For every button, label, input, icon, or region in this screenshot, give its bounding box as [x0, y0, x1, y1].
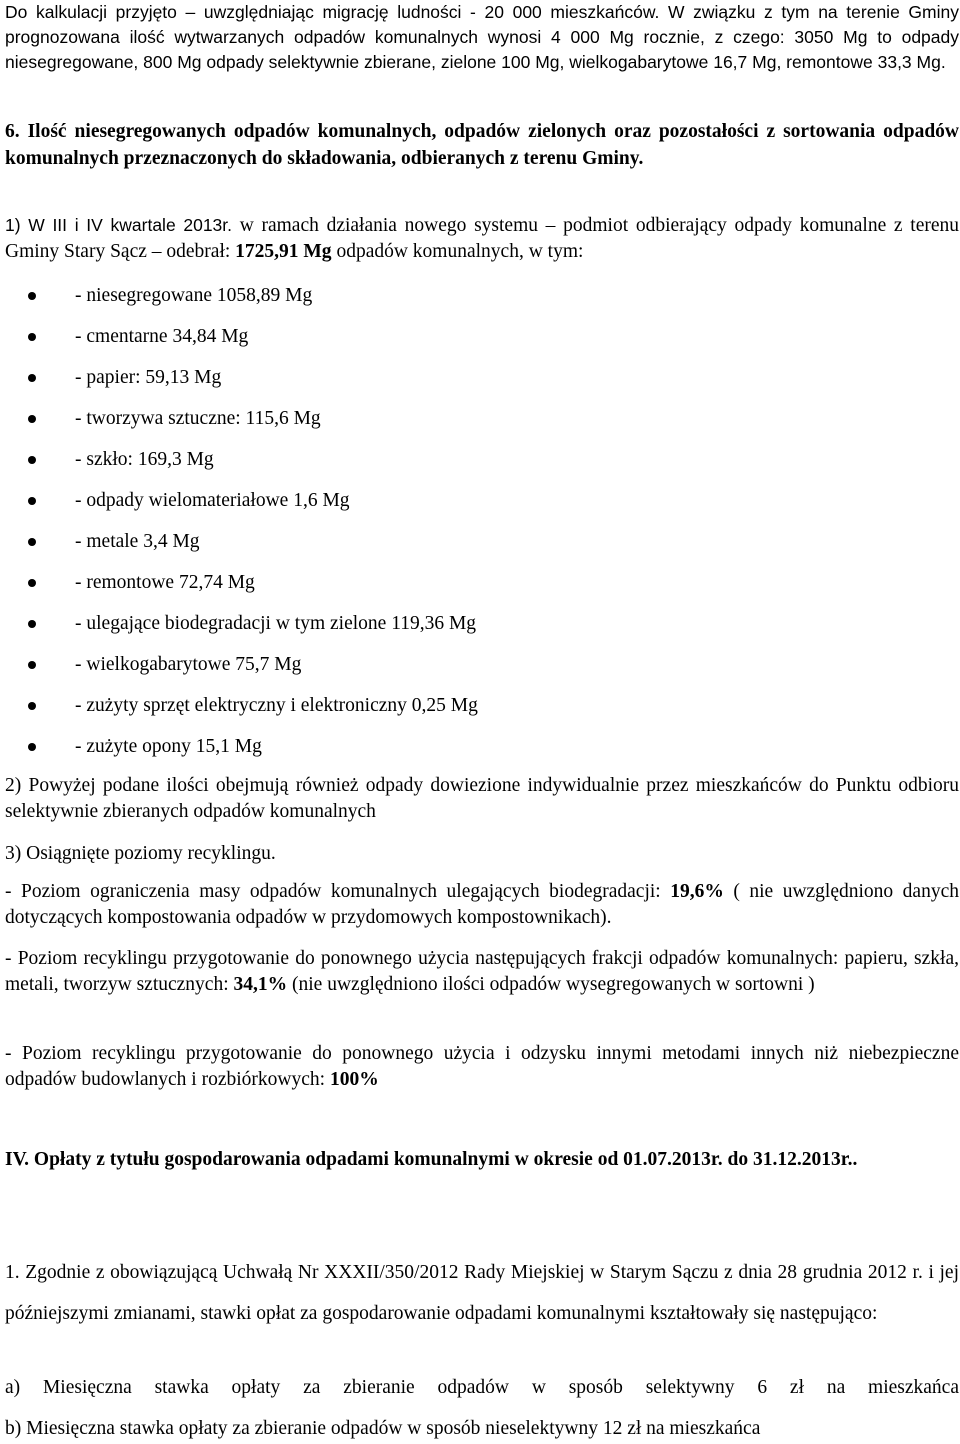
list-item: - niesegregowane 1058,89 Mg	[5, 282, 959, 323]
intro-paragraph: Do kalkulacji przyjęto – uwzględniając migrację ludności - 20 000 mieszkańców. W związku z tym na terenie Gminy prognozowana ilość wytwarzanych odpadów komunalnych wynosi 4 000 Mg rocznie, z czego: 3050 Mg to odpady niesegregowane, 800 Mg odpady selektywnie zbierane, zielone 100 Mg, wielkogabarytowe 16,7 Mg, remontowe 33,3 Mg.	[5, 2, 959, 72]
bullet-icon	[28, 374, 36, 382]
bullet-icon	[28, 333, 36, 341]
period-body-b: odpadów komunalnych, w tym:	[331, 241, 584, 262]
bullet-icon	[28, 538, 36, 546]
period-body-a: w ramach działania nowego systemu – podmiot odbierający odpady komunalne z terenu Gminy Stary Sącz – odebrał:	[5, 215, 959, 262]
bullet-icon	[28, 497, 36, 505]
section-6-paragraph-3: 3) Osiągnięte poziomy recyklingu.	[5, 843, 276, 864]
bullet-icon	[28, 579, 36, 587]
list-item: - zużyte opony 15,1 Mg	[5, 733, 959, 774]
bullet-icon	[28, 743, 36, 751]
period-label: 1) W III i IV kwartale 2013r.	[5, 215, 233, 235]
rate-selective: a) Miesięczna stawka opłaty za zbieranie odpadów w sposób selektywny 6 zł na mieszkańca	[5, 1377, 959, 1398]
recycling-level: - Poziom recyklingu przygotowanie do ponownego użycia następujących frakcji odpadów komunalnych: papieru, szkła, metali, tworzyw sztucznych: 34,1% (nie uwzględniono ilości odpadów wysegregowanych w sortowni )	[5, 948, 959, 995]
section-iv-heading: IV. Opłaty z tytułu gospodarowania odpadami komunalnymi w okresie od 01.07.2013r. do 31.12.2013r..	[5, 1149, 858, 1170]
list-item: - papier: 59,13 Mg	[5, 364, 959, 405]
rate-non-selective: b) Miesięczna stawka opłaty za zbieranie odpadów w sposób nieselektywny 12 zł na mieszkańca	[5, 1418, 761, 1439]
list-item: - zużyty sprzęt elektryczny i elektroniczny 0,25 Mg	[5, 692, 959, 733]
recycling-level-value: 34,1%	[233, 974, 288, 995]
construction-recycling-level-value: 100%	[329, 1069, 379, 1090]
waste-list	[5, 282, 959, 774]
bullet-icon	[28, 415, 36, 423]
section-6-heading: 6. Ilość niesegregowanych odpadów komunalnych, odpadów zielonych oraz pozostałości z sortowania odpadów komunalnych przeznaczonych do składowania, odbieranych z terenu Gminy.	[5, 121, 959, 169]
list-item: - wielkogabarytowe 75,7 Mg	[5, 651, 959, 692]
list-item: - tworzywa sztuczne: 115,6 Mg	[5, 405, 959, 446]
list-item: - metale 3,4 Mg	[5, 528, 959, 569]
list-item: - odpady wielomateriałowe 1,6 Mg	[5, 487, 959, 528]
bullet-icon	[28, 661, 36, 669]
list-item: - ulegające biodegradacji w tym zielone 119,36 Mg	[5, 610, 959, 651]
biodegradable-level-value: 19,6%	[670, 881, 724, 902]
biodegradable-level: - Poziom ograniczenia masy odpadów komunalnych ulegających biodegradacji: 19,6% ( nie uwzględniono danych dotyczących kompostowania odpadów w przydomowych kompostownikach).	[5, 881, 959, 928]
list-item: - remontowe 72,74 Mg	[5, 569, 959, 610]
bullet-icon	[28, 702, 36, 710]
section-6-paragraph-2: 2) Powyżej podane ilości obejmują również odpady dowiezione indywidualnie przez mieszkańców do Punktu odbioru selektywnie zbieranych odpadów komunalnych	[5, 775, 959, 822]
bullet-icon	[28, 292, 36, 300]
section-6-paragraph-1	[5, 213, 959, 265]
bullet-icon	[28, 620, 36, 628]
list-item: - cmentarne 34,84 Mg	[5, 323, 959, 364]
total-amount: 1725,91 Mg	[235, 241, 332, 262]
bullet-icon	[28, 456, 36, 464]
section-iv-paragraph-1: 1. Zgodnie z obowiązującą Uchwałą Nr XXXII/350/2012 Rady Miejskiej w Starym Sączu z dnia 28 grudnia 2012 r. i jej późniejszymi zmianami, stawki opłat za gospodarowanie odpadami komunalnymi kształtowały się następująco:	[5, 1262, 959, 1324]
construction-recycling-level: - Poziom recyklingu przygotowanie do ponownego użycia i odzysku innymi metodami innych niż niebezpieczne odpadów budowlanych i rozbiórkowych: 100%	[5, 1043, 959, 1090]
list-item: - szkło: 169,3 Mg	[5, 446, 959, 487]
